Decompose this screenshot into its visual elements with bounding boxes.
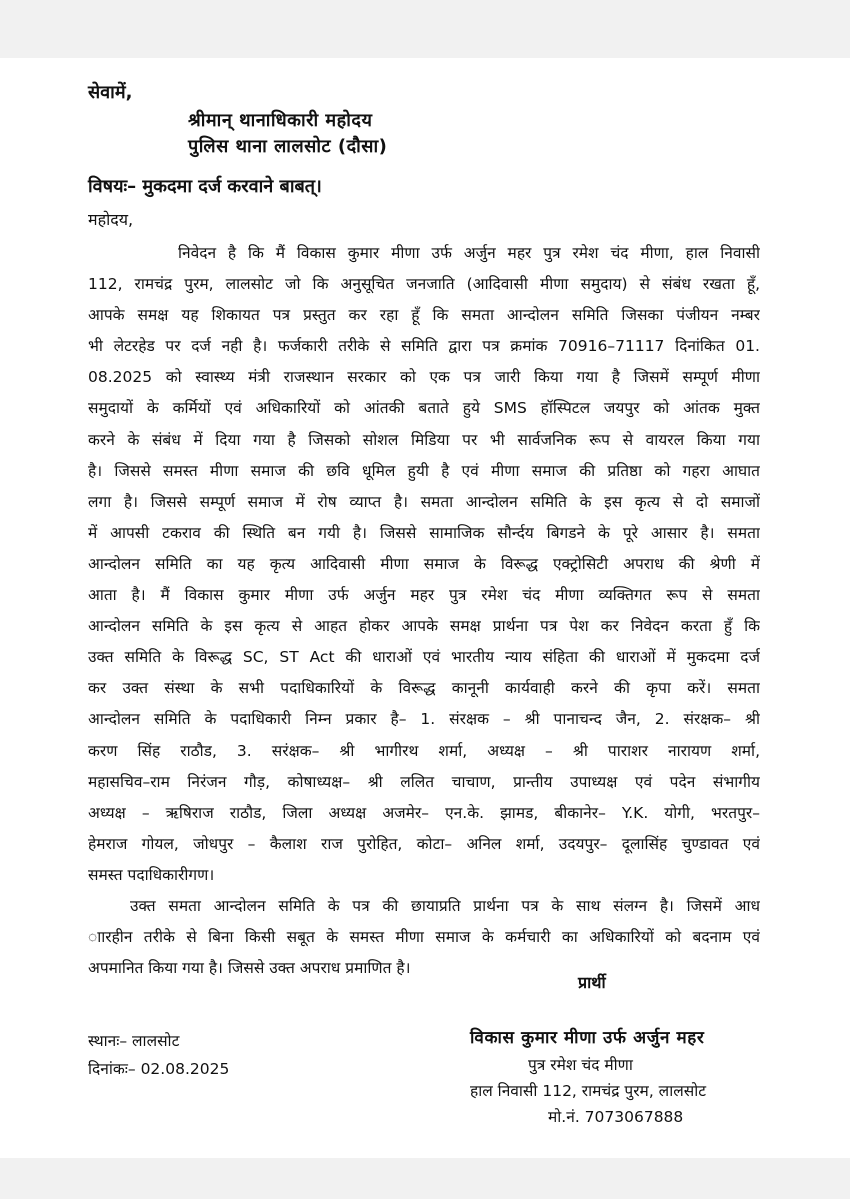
body-line: आन्दोलन समिति के इस कृत्य से आहत होकर आपके समक्ष प्रार्थना पत्र पेश कर निवेदन करता हुँ कि — [88, 617, 760, 636]
body-line: अध्यक्ष – ऋषिराज राठौड, जिला अध्यक्ष अजमेर– एन.के. झामड, बीकानेर– Y.K. योगी, भरतपुर– — [88, 803, 760, 822]
body-line: ाारहीन तरीके से बिना किसी सबूत के समस्त मीणा समाज के कर्मचारी का अधिकारियों को बदनाम एवं — [88, 928, 760, 947]
signatory-father: पुत्र रमेश चंद मीणा — [528, 1056, 633, 1074]
applicant-label: प्रार्थी — [578, 973, 606, 992]
recipient-line-2: पुलिस थाना लालसोट (दौसा) — [188, 136, 388, 157]
body-line: हेमराज गोयल, जोधपुर – कैलाश राज पुरोहित, कोटा– अनिल शर्मा, उदयपुर– दूलासिंह चुण्डावत एवं — [88, 834, 760, 853]
date-line: दिनांकः– 02.08.2025 — [88, 1060, 230, 1078]
body-line: कर उक्त संस्था के सभी पदाधिकारियों के विरूद्ध कानूनी कार्यवाही करने की कृपा करें। समता — [88, 679, 760, 698]
body-line: उक्त समिति के विरूद्ध SC, ST Act की धाराओं एवं भारतीय न्याय संहिता की धाराओं में मुकदमा दर्ज — [88, 648, 760, 667]
body-line: करने के संबंध में दिया गया है जिसको सोशल मिडिया पर भी सार्वजनिक रूप से वायरल किया गया — [88, 430, 760, 449]
body-line: लगा है। जिससे सम्पूर्ण समाज में रोष व्याप्त है। समता आन्दोलन समिति के इस कृत्य से दो समाजों — [88, 492, 760, 511]
subject-line: विषयः– मुकदमा दर्ज करवाने बाबत्। — [88, 176, 322, 197]
letter-body — [88, 238, 760, 984]
signatory-name: विकास कुमार मीणा उर्फ अर्जुन महर — [470, 1028, 705, 1048]
body-line: उक्त समता आन्दोलन समिति के पत्र की छायाप्रति प्रार्थना पत्र के साथ संलग्न है। जिसमें आध — [130, 896, 760, 915]
greeting: महोदय, — [88, 210, 134, 229]
signatory-address: हाल निवासी 112, रामचंद्र पुरम, लालसोट — [470, 1082, 707, 1100]
signatory-mobile: मो.नं. 7073067888 — [548, 1108, 684, 1126]
body-line: करण सिंह राठौड, 3. सरंक्षक– श्री भागीरथ शर्मा, अध्यक्ष – श्री पाराशर नारायण शर्मा, — [88, 741, 760, 760]
salutation: सेवामें, — [88, 82, 133, 103]
body-line: में आपसी टकराव की स्थिति बन गयी है। जिससे सामाजिक सौर्न्दय बिगडने के पूरे आसार है। समता — [88, 523, 760, 542]
body-line: आपके समक्ष यह शिकायत पत्र प्रस्तुत कर रहा हूँ कि समता आन्दोलन समिति जिसका पंजीयन नम्बर — [88, 306, 760, 325]
body-line: अपमानित किया गया है। जिससे उक्त अपराध प्रमाणित है। — [88, 959, 411, 978]
body-line: भी लेटरहेड पर दर्ज नही है। फर्जकारी तरीके से समिति द्वारा पत्र क्रमांक 70916–71117 दिनांकित 01. — [88, 337, 760, 356]
body-line: समुदायों के कर्मियों एवं अधिकारियों को आंतकी बताते हुये SMS हॉस्पिटल जयपुर को आंतक मुक्त — [88, 399, 760, 418]
body-line: निवेदन है कि मैं विकास कुमार मीणा उर्फ अर्जुन महर पुत्र रमेश चंद मीणा, हाल निवासी — [178, 244, 760, 262]
body-line: आन्दोलन समिति का यह कृत्य आदिवासी मीणा समाज के विरूद्ध एक्ट्रोसिटी अपराध की श्रेणी में — [88, 554, 760, 573]
body-line: आता है। मैं विकास कुमार मीणा उर्फ अर्जुन महर पुत्र रमेश चंद मीणा व्यक्तिगत रूप से समता — [88, 586, 760, 605]
body-line: है। जिससे समस्त मीणा समाज की छवि धूमिल हुयी है एवं मीणा समाज की प्रतिष्ठा को गहरा आघात — [88, 461, 760, 480]
body-line: महासचिव–राम निरंजन गौड़, कोषाध्यक्ष– श्री ललित चाचाण, प्रान्तीय उपाध्यक्ष एवं पदेन संभागीय — [88, 772, 760, 791]
body-line: आन्दोलन समिति के पदाधिकारी निम्न प्रकार है– 1. संरक्षक – श्री पानाचन्द जैन, 2. संरक्षक– श्री — [88, 710, 760, 729]
body-line: 112, रामचंद्र पुरम, लालसोट जो कि अनुसूचित जनजाति (आदिवासी मीणा समुदाय) से संबंध रखता हूँ, — [88, 275, 760, 294]
body-line: 08.2025 को स्वास्थ्य मंत्री राजस्थान सरकार को एक पत्र जारी किया गया है जिसमें सम्पूर्ण मीणा — [88, 368, 760, 387]
recipient-line-1: श्रीमान् थानाधिकारी महोदय — [188, 110, 373, 131]
body-line: समस्त पदाधिकारीगण। — [88, 865, 215, 884]
letter-page — [0, 58, 850, 1158]
place-line: स्थानः– लालसोट — [88, 1032, 180, 1050]
